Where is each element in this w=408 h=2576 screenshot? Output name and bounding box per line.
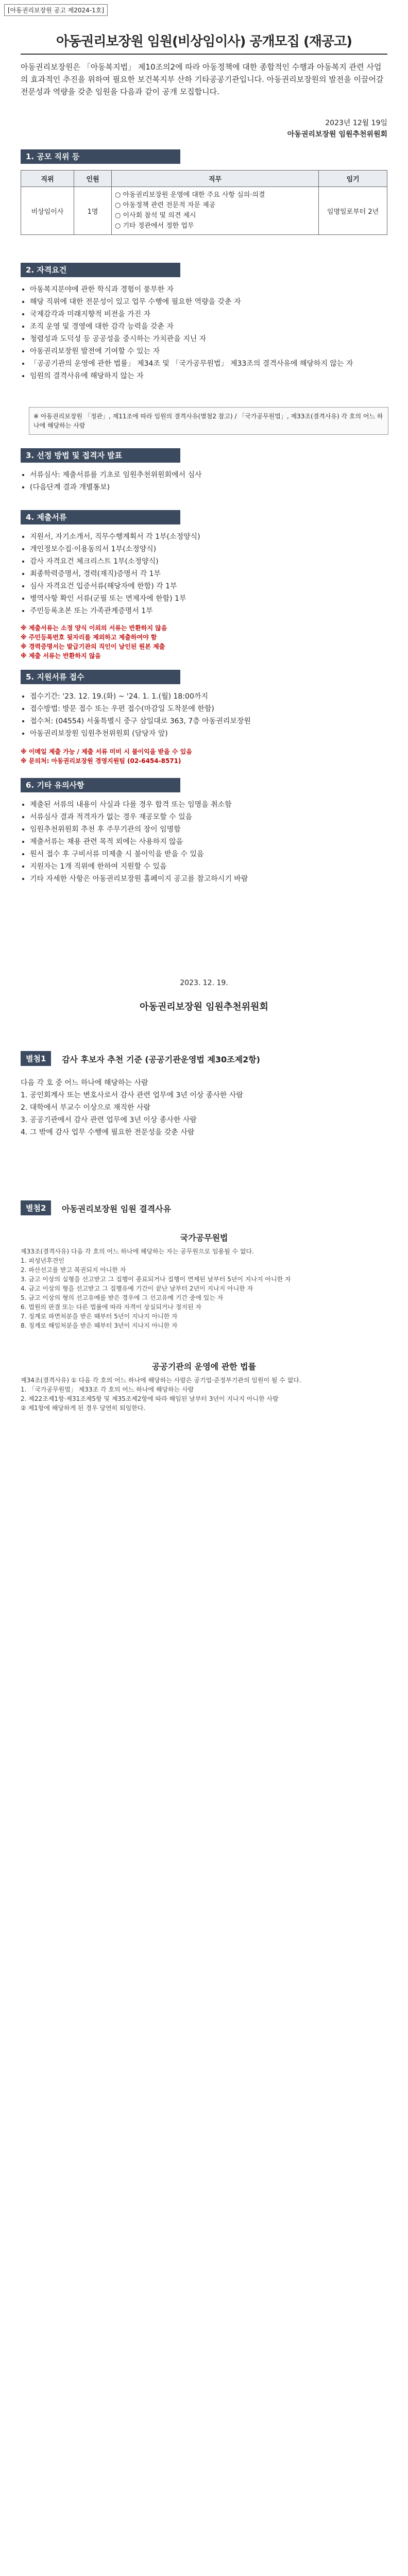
law-line: 2. 파산선고를 받고 복권되지 아니한 자 (21, 1266, 126, 1274)
qualification-note: ※ 아동권리보장원 「정관」, 제11조에 따라 임원의 결격사유(별첨2 참고) / 「국가공무원법」, 제33조(결격사유) 각 호의 어느 하나에 해당하는 사람 (29, 407, 388, 435)
list-item: • 조직 운영 및 경영에 대한 감각 능력을 갖춘 자 (30, 320, 387, 333)
note-line: ※ 주민등록번호 뒷자리를 제외하고 제출하여야 함 (21, 634, 157, 641)
section-header-2: 2. 자격요건 (21, 263, 180, 277)
table-header: 직위 (21, 171, 74, 187)
notice-list (21, 799, 387, 885)
list-item: • 접수기간: '23. 12. 19.(화) ~ '24. 1. 1.(월) 18:00까지 (30, 690, 387, 703)
section-header-6: 6. 기타 유의사항 (21, 778, 180, 792)
list-item: • 아동복지분야에 관한 학식과 경험이 풍부한 자 (30, 283, 387, 296)
list-item: • 제출서류는 채용 관련 목적 외에는 사용하지 않음 (30, 836, 387, 848)
annex-2-title: 아동권리보장원 임원 결격사유 (62, 1204, 172, 1214)
note-line: ※ 문의처: 아동권리보장원 경영지원팀 (02-6454-8571) (21, 757, 181, 765)
documents-notes (21, 623, 387, 660)
law-2-title: 공공기관의 운영에 관한 법률 (151, 1362, 257, 1371)
list-item: • 기타 자세한 사항은 아동권리보장원 홈페이지 공고를 참고하시기 바람 (30, 873, 387, 885)
annex-2-label: 별첨2 (21, 1200, 51, 1215)
qualification-list (21, 283, 387, 382)
law-line: 8. 징계로 해임처분을 받은 때부터 3년이 지나지 아니한 자 (21, 1322, 178, 1329)
note-line: ※ 제출 서류는 반환하지 않음 (21, 652, 101, 659)
list-item: • 접수방법: 방문 접수 또는 우편 접수(마감일 도착분에 한함) (30, 703, 387, 715)
table-cell: 임명일로부터 2년 (319, 187, 387, 235)
law-line: 3. 금고 이상의 실형을 선고받고 그 집행이 종료되거나 집행이 면제된 날부터 5년이 지나지 아니한 자 (21, 1276, 291, 1283)
list-item: • 「공공기관의 운영에 관한 법률」 제34조 및 「국가공무원법」 제33조의 결격사유에 해당하지 않는 자 (30, 358, 387, 370)
law-line: 제33조(결격사유) 다음 각 호의 어느 하나에 해당하는 자는 공무원으로 임용될 수 없다. (21, 1248, 254, 1255)
list-item: • 최종학력증명서, 경력(재직)증명서 각 1부 (30, 568, 387, 580)
list-item: • (다음단계 결과 개별통보) (30, 481, 387, 494)
table-cell: 비상임이사 (21, 187, 74, 235)
table-cell: ○ 아동권리보장원 운영에 대한 주요 사항 심의·의결 ○ 아동정책 관련 전문적 자문 제공 ○ 이사회 참석 및 의견 제시 ○ 기타 정관에서 정한 업무 (112, 187, 319, 235)
announcement-date: 2023년 12월 19일 (325, 119, 387, 127)
list-item: • 아동권리보장원 임원추천위원회 (담당자 앞) (30, 727, 387, 740)
list-item: • 지원서, 자기소개서, 직무수행계획서 각 1부(소정양식) (30, 531, 387, 543)
list-item: • 지원자는 1개 직위에 한하여 지원할 수 있음 (30, 860, 387, 873)
list-item: • 국제감각과 미래지향적 비전을 가진 자 (30, 308, 387, 320)
section-header-1: 1. 공모 직위 등 (21, 149, 180, 164)
announcement-number: [아동권리보장원 공고 제2024-1호] (4, 4, 108, 16)
list-item: • 해당 직위에 대한 전문성이 있고 업무 수행에 필요한 역량을 갖춘 자 (30, 296, 387, 308)
law-line: 7. 징계로 파면처분을 받은 때부터 5년이 지나지 아니한 자 (21, 1313, 178, 1320)
footer-agency: 아동권리보장원 임원추천위원회 (140, 1002, 268, 1012)
section-header-4: 4. 제출서류 (21, 510, 180, 524)
list-item: • 아동권리보장원 발전에 기여할 수 있는 자 (30, 345, 387, 358)
list-item: • 접수처: (04554) 서울특별시 중구 삼일대로 363, 7층 아동권리보장원 (30, 715, 387, 727)
note-line: ※ 경력증명서는 발급기관의 직인이 날인된 원본 제출 (21, 643, 165, 650)
annex-1-list (21, 1077, 387, 1139)
law-line: 2. 제22조제1항·제31조제5항 및 제35조제2항에 따라 해임된 날부터 3년이 지나지 아니한 사람 (21, 1395, 279, 1402)
list-item: 3. 공공기관에서 감사 관련 업무에 3년 이상 종사한 사람 (21, 1116, 197, 1124)
position-table (21, 170, 387, 235)
list-item: 2. 대학에서 부교수 이상으로 재직한 사람 (21, 1104, 150, 1112)
page-title: 아동권리보장원 임원(비상임이사) 공개모집 (재공고) (56, 34, 352, 49)
title-divider (21, 54, 387, 55)
list-item: • 서류심사: 제출서류를 기초로 임원추천위원회에서 심사 (30, 469, 387, 481)
law-1-text (21, 1247, 387, 1330)
list-item: • 임원추천위원회 추천 후 주무기관의 장이 임명함 (30, 823, 387, 836)
list-item: • 병역사항 확인 서류(군필 또는 면제자에 한함) 1부 (30, 592, 387, 605)
list-item: • 서류심사 결과 적격자가 없는 경우 재공모할 수 있음 (30, 811, 387, 823)
list-item: • 개인정보수집·이용동의서 1부(소정양식) (30, 543, 387, 555)
note-line: ※ 제출서류는 소정 양식 이외의 서류는 반환하지 않음 (21, 624, 167, 632)
list-item: • 제출된 서류의 내용이 사실과 다를 경우 합격 또는 임명을 취소함 (30, 799, 387, 811)
table-header: 임기 (319, 171, 387, 187)
section-header-5: 5. 지원서류 접수 (21, 670, 180, 684)
table-row (21, 187, 387, 235)
note-line: ※ 이메일 제출 가능 / 제출 서류 미비 시 불이익을 받을 수 있음 (21, 748, 192, 755)
law-line: 5. 금고 이상의 형의 선고유예를 받은 경우에 그 선고유예 기간 중에 있는 자 (21, 1294, 224, 1301)
list-item: • 감사 자격요건 체크리스트 1부(소정양식) (30, 555, 387, 568)
table-cell: 1명 (74, 187, 112, 235)
law-line: ② 제1항에 해당하게 된 경우 당연히 퇴임한다. (21, 1404, 146, 1412)
announcement-agency: 아동권리보장원 임원추천위원회 (287, 130, 387, 139)
list-item: • 임원의 결격사유에 해당하지 않는 자 (30, 370, 387, 382)
list-item: • 심사 자격요건 입증서류(해당자에 한함) 각 1부 (30, 580, 387, 592)
footer-date: 2023. 12. 19. (180, 979, 228, 987)
annex-1-label: 별첨1 (21, 1051, 51, 1066)
table-header: 인원 (74, 171, 112, 187)
annex-1-title: 감사 후보자 추천 기준 (공공기관운영법 제30조제2항) (62, 1055, 260, 1064)
list-item: 1. 공인회계사 또는 변호사로서 감사 관련 업무에 3년 이상 종사한 사람 (21, 1091, 243, 1099)
selection-list (21, 469, 387, 494)
law-line: 1. 피성년후견인 (21, 1257, 64, 1264)
documents-list (21, 531, 387, 617)
list-item: • 청렴성과 도덕성 등 공공성을 중시하는 가치관을 지닌 자 (30, 333, 387, 345)
table-header-row (21, 171, 387, 187)
law-2-text (21, 1376, 387, 1413)
table-header: 직무 (112, 171, 319, 187)
law-line: 6. 법원의 판결 또는 다른 법률에 따라 자격이 상실되거나 정지된 자 (21, 1303, 201, 1311)
list-item: 4. 그 밖에 감사 업무 수행에 필요한 전문성을 갖춘 사람 (21, 1128, 195, 1137)
law-1-title: 국가공무원법 (180, 1233, 228, 1243)
list-item: 다음 각 호 중 어느 하나에 해당하는 사람 (21, 1079, 148, 1087)
law-line: 1. 「국가공무원법」 제33조 각 호의 어느 하나에 해당하는 사람 (21, 1386, 194, 1393)
intro-paragraph: 아동권리보장원은 「아동복지법」 제10조의2에 따라 아동정책에 대한 종합적인 수행과 아동복지 관련 사업의 효과적인 추진을 위하여 필요한 보건복지부 산하 기타공공기관입니다. 아동권리보장원의 발전을 이끌어갈 전문성과 역량을 갖춘 임원을 다음과 같이 공개 모집합니다. (21, 62, 384, 96)
list-item: • 주민등록초본 또는 가족관계증명서 1부 (30, 605, 387, 617)
submission-list (21, 690, 387, 740)
section-header-3: 3. 선정 방법 및 접격자 발표 (21, 448, 180, 463)
list-item: • 원서 접수 후 구비서류 미제출 시 불이익을 받을 수 있음 (30, 848, 387, 860)
law-line: 4. 금고 이상의 형을 선고받고 그 집행유예 기간이 끝난 날부터 2년이 지나지 아니한 자 (21, 1285, 253, 1292)
law-line: 제34조(결격사유) ① 다음 각 호의 어느 하나에 해당하는 사람은 공기업·준정부기관의 임원이 될 수 없다. (21, 1377, 301, 1384)
submission-notes (21, 747, 387, 766)
